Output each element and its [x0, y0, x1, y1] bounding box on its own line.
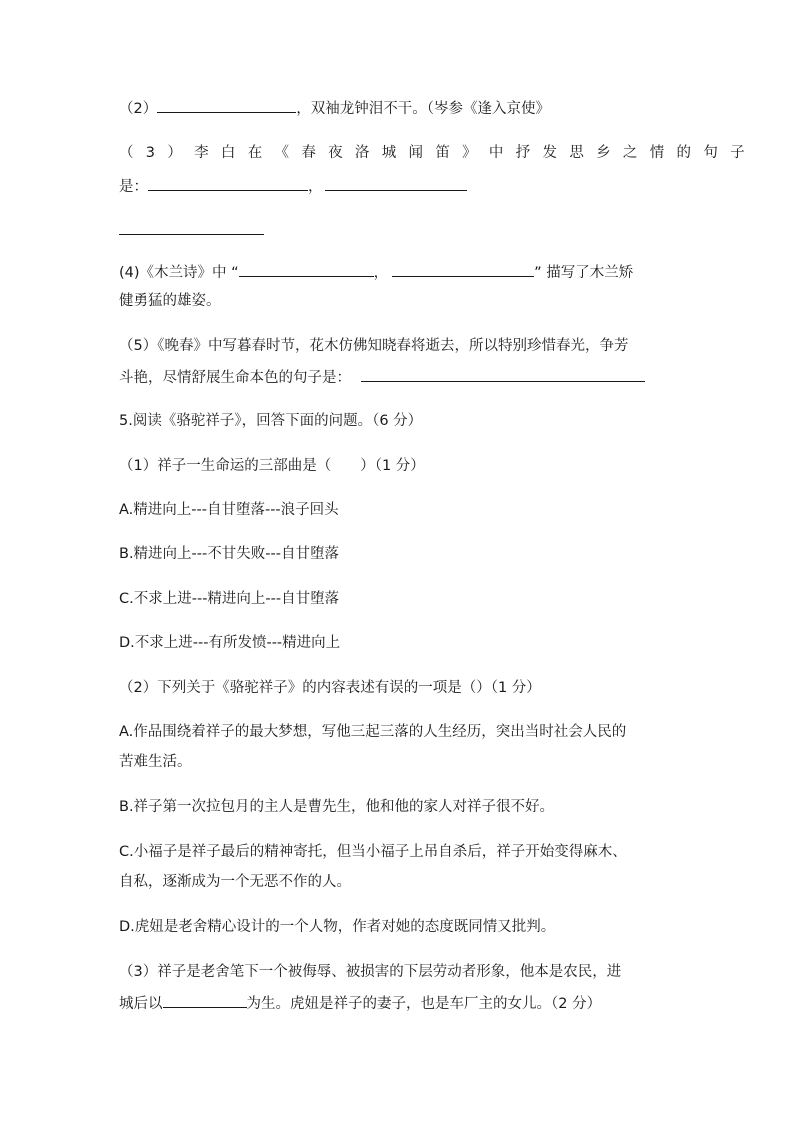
question-4-2	[119, 97, 550, 119]
question-5-2-option-c-line1: C.小福子是祥子最后的精神寄托，但当小福子上吊自杀后，祥子开始变得麻木、	[119, 844, 627, 860]
question-5-title: 5.阅读《骆驼祥子》，回答下面的问题。（6 分）	[119, 413, 423, 429]
question-4-5-line2	[119, 366, 645, 388]
answer-blank[interactable]	[239, 261, 374, 277]
q4-2-prefix: （2）	[119, 101, 158, 117]
question-5-1-stem: （1）祥子一生命运的三部曲是（ ）（1 分）	[119, 458, 425, 474]
answer-blank[interactable]	[325, 175, 467, 191]
question-5-1-option-b: B.精进向上---不甘失败---自甘堕落	[119, 546, 339, 562]
question-5-2-option-b: B.祥子第一次拉包月的主人是曹先生，他和他的家人对祥子很不好。	[119, 799, 555, 815]
q4-3-comma: ，	[308, 179, 323, 195]
question-5-2-option-a-line1: A.作品围绕着祥子的最大梦想，写他三起三落的人生经历，突出当时社会人民的	[119, 724, 627, 740]
answer-blank[interactable]	[119, 219, 264, 235]
answer-blank[interactable]	[163, 992, 247, 1008]
question-5-2-option-a-line2: 苦难生活。	[119, 754, 192, 770]
question-4-5-line1: （5）《晚春》中写暮春时节，花木仿佛知晓春将逝去，所以特别珍惜春光，争芳	[119, 338, 629, 354]
q4-4-suffix: ” 描写了木兰矫	[534, 265, 634, 281]
answer-blank[interactable]	[157, 97, 296, 113]
question-5-2-option-c-line2: 自私，逐渐成为一个无恶不作的人。	[119, 874, 351, 890]
q4-4-prefix: (4)《木兰诗》中 “	[119, 265, 239, 281]
question-5-1-option-d: D.不求上进---有所发愤---精进向上	[119, 635, 341, 651]
question-5-1-option-c: C.不求上进---精进向上---自甘堕落	[119, 591, 340, 607]
question-4-3-line3	[119, 219, 264, 241]
question-4-4-line2: 健勇猛的雄姿。	[119, 293, 221, 309]
question-4-4-line1	[119, 261, 633, 283]
answer-blank[interactable]	[392, 261, 534, 277]
question-5-3-line2	[119, 992, 601, 1014]
question-4-3-line2	[119, 175, 467, 197]
question-5-2-stem: （2）下列关于《骆驼祥子》的内容表述有误的一项是（）（1 分）	[119, 680, 541, 696]
q4-3-prefix: 是：	[119, 179, 148, 195]
question-5-2-option-d: D.虎妞是老舍精心设计的一个人物，作者对她的态度既同情又批判。	[119, 919, 556, 935]
q4-5-prefix: 斗艳，尽情舒展生命本色的句子是：	[119, 370, 351, 386]
question-5-1-option-a: A.精进向上---自甘堕落---浪子回头	[119, 502, 339, 518]
q4-2-text: ，双袖龙钟泪不干。（岑参《逢入京使》	[296, 101, 550, 117]
question-5-3-line1: （3）祥子是老舍笔下一个被侮辱、被损害的下层劳动者形象，他本是农民，进	[119, 964, 622, 980]
q5-3-suffix: 为生。虎妞是祥子的妻子，也是车厂主的女儿。（2 分）	[246, 996, 602, 1012]
q5-3-prefix: 城后以	[119, 996, 163, 1012]
question-4-3-line1: （3）李白在《春夜洛城闻笛》中抒发思乡之情的句子	[119, 145, 757, 161]
answer-blank[interactable]	[361, 366, 645, 382]
answer-blank[interactable]	[148, 175, 308, 191]
q4-4-comma: ，	[373, 265, 389, 281]
